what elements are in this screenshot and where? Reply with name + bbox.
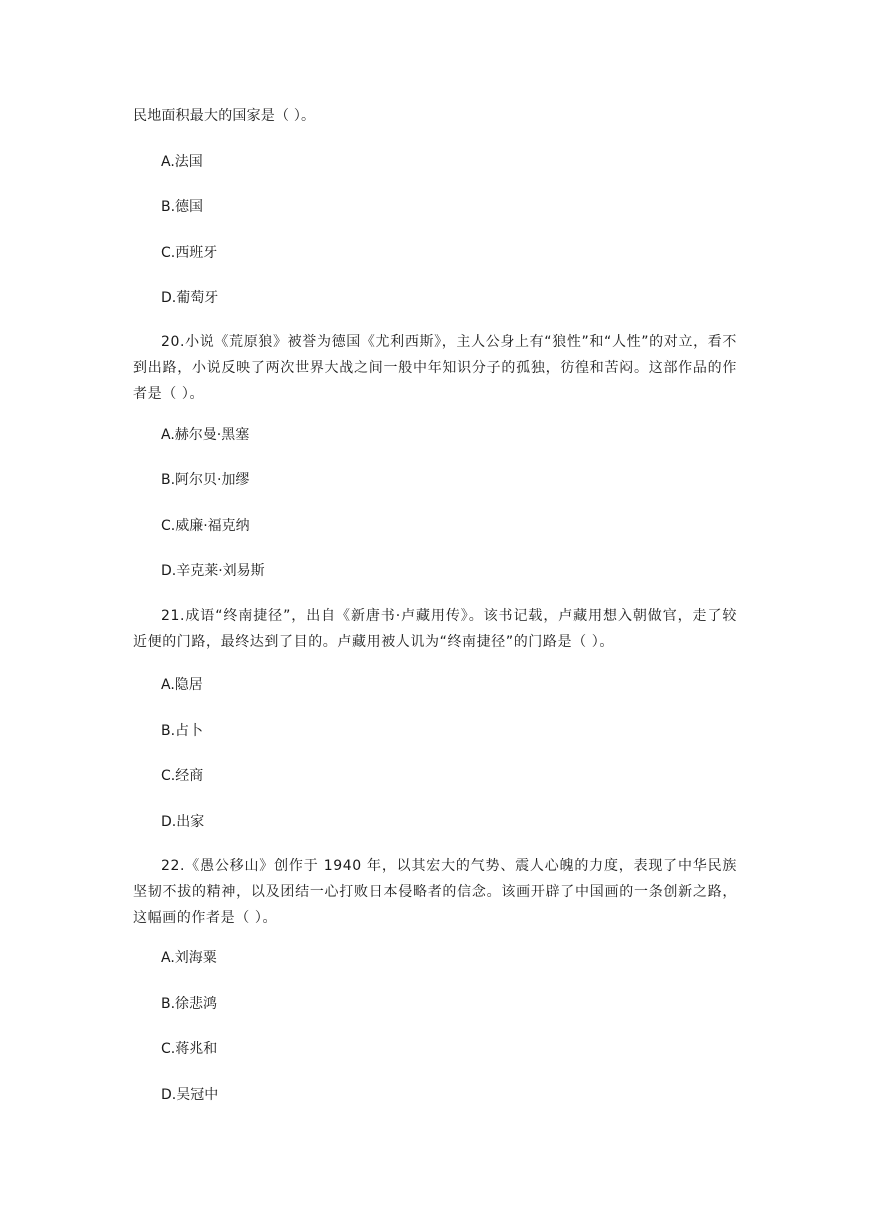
question-22-text: 22.《愚公移山》创作于 1940 年，以其宏大的气势、震人心魄的力度，表现了中华民族坚韧不拔的精神，以及团结一心打败日本侵略者的信念。该画开辟了中国画的一条创新之路，这幅画的作者是（ ）。 <box>133 858 737 926</box>
q21-option-a: A.隐居 <box>161 677 203 693</box>
q20-option-c: C.威廉·福克纳 <box>161 518 250 534</box>
q22-option-d: D.吴冠中 <box>161 1087 219 1103</box>
q22-option-b: B.徐悲鸿 <box>161 996 218 1012</box>
q21-option-c: C.经商 <box>161 768 204 784</box>
q19-option-a: A.法国 <box>161 154 203 170</box>
q19-option-b: B.德国 <box>161 199 204 215</box>
q22-option-a: A.刘海粟 <box>161 950 217 966</box>
q21-option-d: D.出家 <box>161 814 205 830</box>
question-19-tail: 民地面积最大的国家是（ ）。 <box>133 108 316 124</box>
q22-option-c: C.蒋兆和 <box>161 1041 218 1057</box>
q21-option-b: B.占卜 <box>161 723 204 739</box>
question-20-text: 20.小说《荒原狼》被誉为德国《尤利西斯》，主人公身上有“狼性”和“人性”的对立，看不到出路，小说反映了两次世界大战之间一般中年知识分子的孤独，彷徨和苦闷。这部作品的作者是（ ）。 <box>133 334 737 402</box>
question-21-text: 21.成语“终南捷径”，出自《新唐书·卢藏用传》。该书记载，卢藏用想入朝做官，走了较近便的门路，最终达到了目的。卢藏用被人讥为“终南捷径”的门路是（ ）。 <box>133 608 737 650</box>
q19-option-d: D.葡萄牙 <box>161 290 219 306</box>
q20-option-a: A.赫尔曼·黑塞 <box>161 427 250 443</box>
q20-option-b: B.阿尔贝·加缪 <box>161 472 250 488</box>
q20-option-d: D.辛克莱·刘易斯 <box>161 563 265 579</box>
q19-option-c: C.西班牙 <box>161 245 218 261</box>
